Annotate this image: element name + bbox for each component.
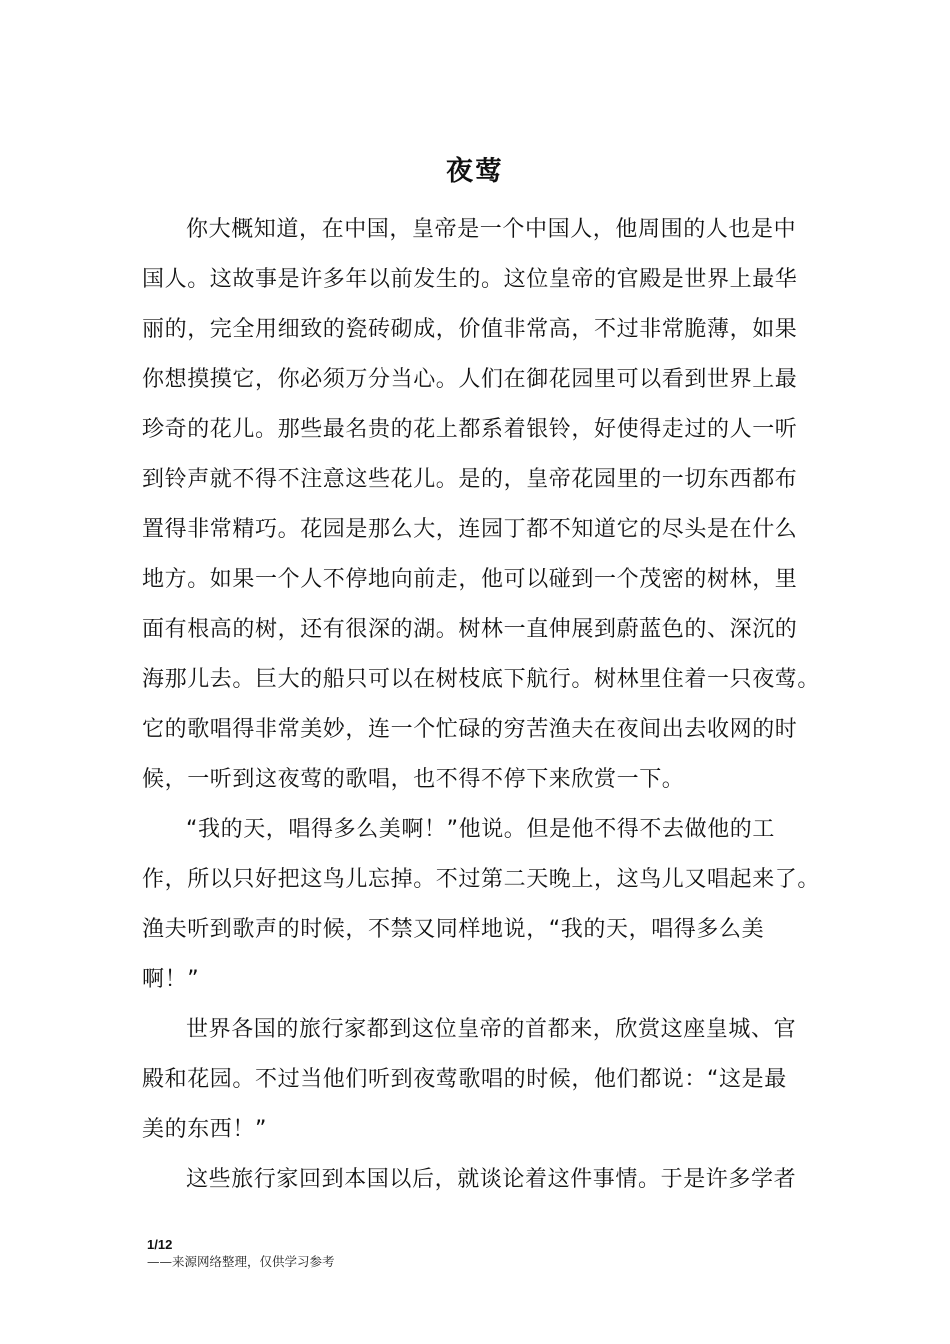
text-line: 作，所以只好把这鸟儿忘掉。不过第二天晚上，这鸟儿又唱起来了。 — [142, 867, 821, 892]
document-title: 夜莺 — [446, 156, 504, 188]
paragraph-2 — [142, 805, 822, 1005]
text-line: 啊！” — [142, 967, 200, 992]
text-line: 美的东西！” — [142, 1117, 267, 1142]
source-note: ——来源网络整理，仅供学习参考 — [147, 1254, 335, 1269]
text-line: 你大概知道，在中国，皇帝是一个中国人，他周围的人也是中 — [186, 217, 797, 242]
text-line: 珍奇的花儿。那些最名贵的花上都系着银铃，好使得走过的人一听 — [142, 417, 798, 442]
paragraph-3 — [142, 1005, 822, 1155]
text-line: 候，一听到这夜莺的歌唱，也不得不停下来欣赏一下。 — [142, 767, 685, 792]
document-body — [142, 205, 822, 1205]
text-line: 渔夫听到歌声的时候，不禁又同样地说，“我的天，唱得多么美 — [142, 917, 765, 942]
text-line: 地方。如果一个人不停地向前走，他可以碰到一个茂密的树林，里 — [142, 567, 798, 592]
text-line: “我的天，唱得多么美啊！”他说。但是他不得不去做他的工 — [186, 817, 775, 842]
text-line: 你想摸摸它，你必须万分当心。人们在御花园里可以看到世界上最 — [142, 367, 798, 392]
text-line: 这些旅行家回到本国以后，就谈论着这件事情。于是许多学者 — [186, 1167, 797, 1192]
text-line: 海那儿去。巨大的船只可以在树枝底下航行。树林里住着一只夜莺。 — [142, 667, 821, 692]
text-line: 殿和花园。不过当他们听到夜莺歌唱的时候，他们都说：“这是最 — [142, 1067, 787, 1092]
text-line: 国人。这故事是许多年以前发生的。这位皇帝的官殿是世界上最华 — [142, 267, 798, 292]
paragraph-4 — [142, 1155, 822, 1205]
text-line: 面有根高的树，还有很深的湖。树林一直伸展到蔚蓝色的、深沉的 — [142, 617, 798, 642]
text-line: 置得非常精巧。花园是那么大，连园丁都不知道它的尽头是在什么 — [142, 517, 798, 542]
text-line: 丽的，完全用细致的瓷砖砌成，价值非常高，不过非常脆薄，如果 — [142, 317, 798, 342]
text-line: 到铃声就不得不注意这些花儿。是的，皇帝花园里的一切东西都布 — [142, 467, 798, 492]
page-number: 1/12 — [147, 1237, 173, 1252]
page-footer — [147, 1237, 547, 1271]
paragraph-1 — [142, 205, 822, 805]
text-line: 世界各国的旅行家都到这位皇帝的首都来，欣赏这座皇城、官 — [186, 1017, 797, 1042]
text-line: 它的歌唱得非常美妙，连一个忙碌的穷苦渔夫在夜间出去收网的时 — [142, 717, 798, 742]
